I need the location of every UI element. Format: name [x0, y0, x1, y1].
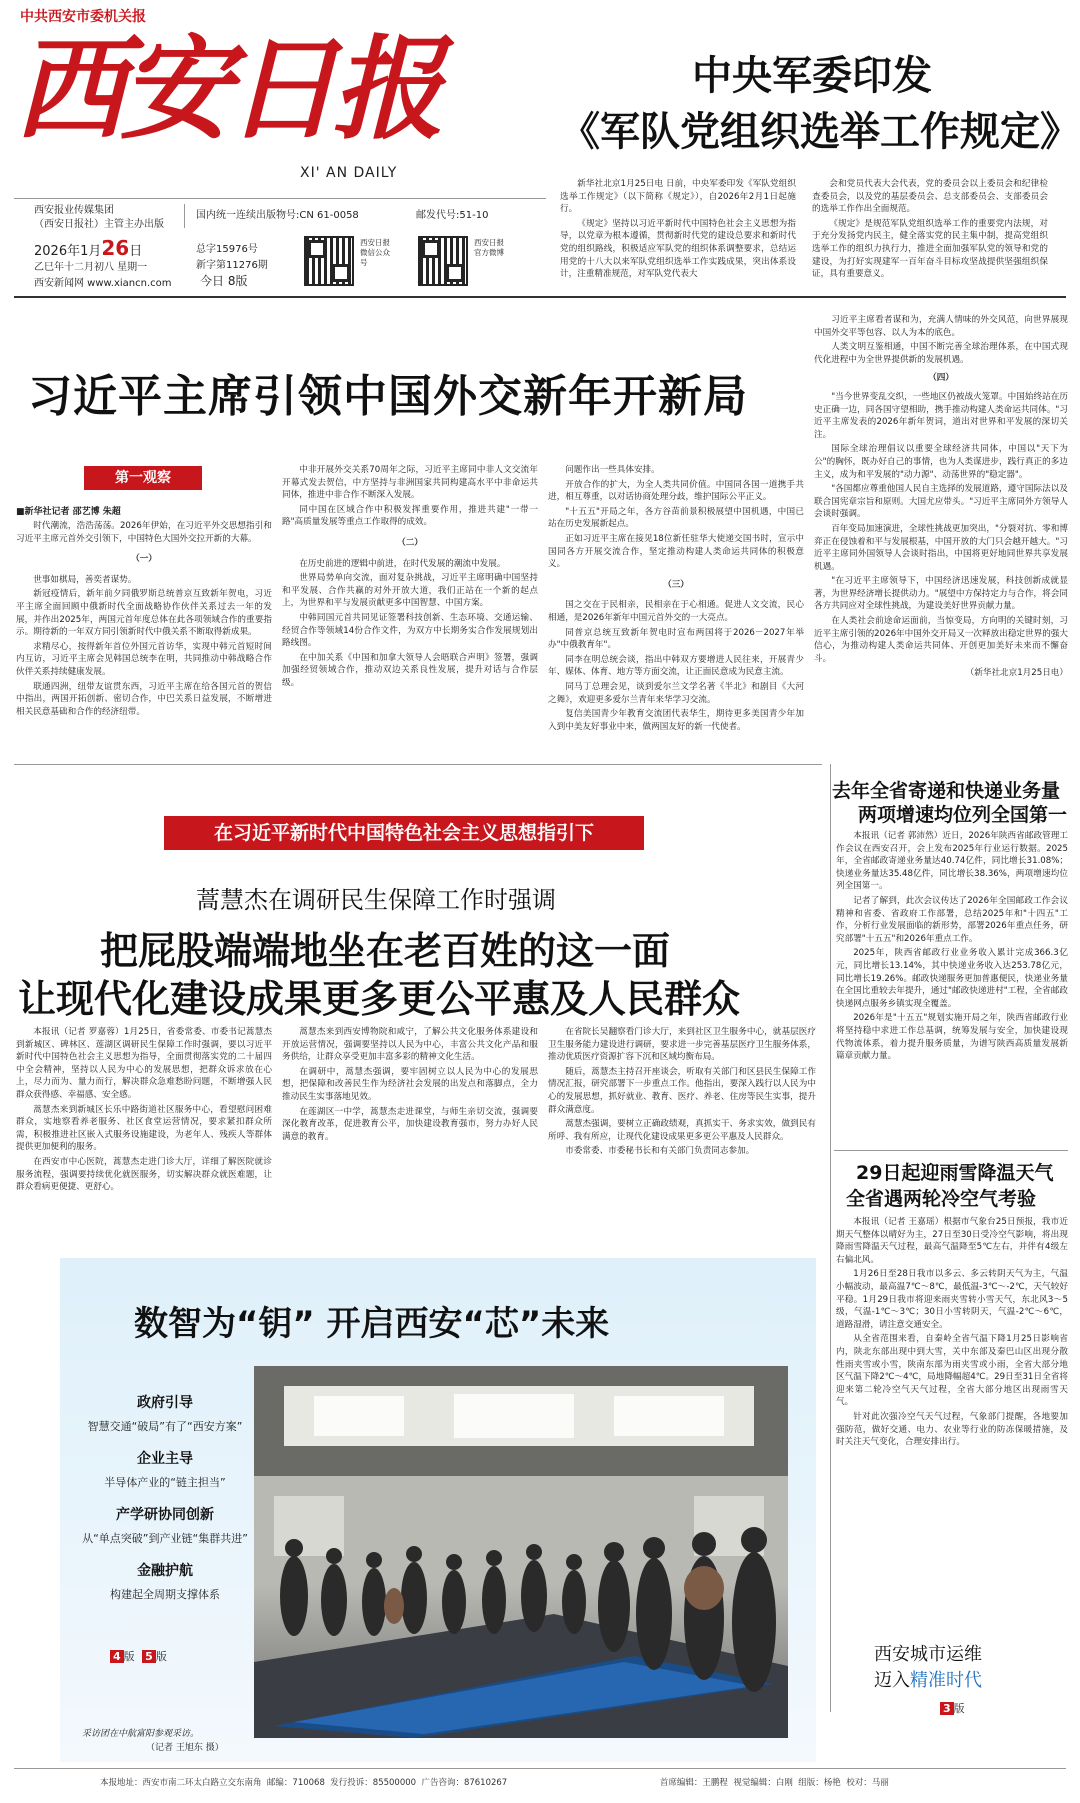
page-count: 今日 8版 [200, 274, 248, 288]
feature-page-ref[interactable]: 4 版 5 版 [110, 1648, 167, 1664]
photo-credit: （记者 王旭东 摄） [146, 1743, 224, 1753]
lead-byline: ■新华社记者 邵艺博 朱超 [16, 507, 121, 517]
second-kicker: 蒿慧杰在调研民生保障工作时强调 [196, 886, 556, 914]
lead-col3: 问题作出一些具体安排。 开放合作的扩大，为全人类共同价值。中国同各国一道携手共进，相互尊重，以对话协商处理分歧，维护国际公平正义。 "十五五"开局之年，各方谷苗前景积极展望中国机遇，中国已站在历史发展新起点。 正如习近平主席在接见18位新任驻华大使递交国书时，宣示中国同各方开展交流合作，坚定推动构建人类命运共同体的积极意义。 （三） 国之交在于民相亲，民相亲在于心相通。促进人文交流，民心相通，是2026年新年中国元首外交的一大亮点。 同普京总统互致新年贺电时宣布两国将于2026－2027年举办"中俄教育年"。 同李在明总统会谈，指出中韩双方要增进人民往来，开展青少年、媒体、体育、地方等方面交流，让正面民意成为民意主流。 同马丁总理会见，谈到爱尔兰文学名著《半北》和剧目《大河之舞》，欢迎更多爱尔兰青年来华学习交流。 复信美国青少年教育交流团代表华生，期待更多美国青少年加入到中美友好事业中来，做两国友好的新一代使者。 [548, 465, 804, 732]
lunar-date: 乙巳年十二月初八 星期一 [34, 262, 148, 273]
right2-body: 本报讯（记者 王嘉瑶）根据市气象台25日预报，我市近期天气整体以晴好为主，27日至30日受冷空气影响，将出现降雨雪降温天气过程，最高气温降至5℃左右，并伴有4级左右偏北风。 1月26日至28日我市以多云、多云转阴天气为主，气温小幅波动，最高温7℃～8℃，最低温-3℃～-2℃，天气较好平稳。1月29日我市将迎来雨夹雪转小雪天气，东北风3～5级，气温-1℃～3℃；30日小雪转阴天，气温-2℃～6℃，道路湿滑，请注意交通安全。 从全省范围来看，自秦岭全省气温下降1月25日影响省内，陕北东部出现中到大雪，关中东部及秦巴山区出现分散性雨夹雪或小雪，陕南东部为雨夹雪或小雨，全省大部分地区气温下降2℃～4℃，局地降幅超4℃。29日至31日全省将迎来第二轮冷空气天气过程，全省大部分地区出现雨雪天气。 针对此次强冷空气天气过程，气象部门提醒，各地要加强防范，做好交通、电力、农业等行业的防冻保暖措施，及时关注天气变化，合理安排出行。 [836, 1217, 1068, 1448]
military-headline-2: 《军队党组织选举工作规定》 [560, 109, 1080, 155]
military-article-col1: 新华社北京1月25日电 日前，中央军委印发《军队党组织选举工作规定》（以下简称《规定》），自2026年2月1日起施行。 《规定》坚持以习近平新时代中国特色社会主义思想为指导，以党章为根本遵循，贯彻新时代党的建设总要求和新时代党的组织路线，积极适应军队党的组织体系调整要求，总结运用党的十八大以来军队党组织选举工作实践成果，突出体系设计，注重精准规范，对军队党代表大 [560, 179, 796, 280]
issue-date: 2026年1月26日 [34, 236, 143, 260]
right2-headline-2: 全省遇两轮冷空气考验 [846, 1188, 1037, 1210]
wechat-qr-code[interactable] [304, 236, 354, 286]
issue-new: 新字第11276期 [196, 260, 268, 271]
second-col1: 本报讯（记者 罗嘉蓉）1月25日，省委常委、市委书记蒿慧杰到新城区、碑林区、莲湖区调研民生保障工作时强调，要以习近平新时代中国特色社会主义思想为指导，全面贯彻落实党的二十届四中全会精神，坚持以人民为中心的发展思想，把群众诉求放在心上，尽力而为、量力而行，解决群众急难愁盼问题，不断增强人民群众获得感、幸福感、安全感。 蒿慧杰来到新城区长乐中路街道社区服务中心，看望慰问困难群众，实地察看养老服务、社区食堂运营情况，要求紧扣群众所需，积极推进社区嵌入式服务设施建设，为老年人、残疾人等群体提供更加便利的服务。 在西安市中心医院，蒿慧杰走进门诊大厅，详细了解医院就诊服务流程，强调要持续优化就医服务，切实解决群众就医难题，让群众看病更便捷、更舒心。 [16, 1027, 272, 1193]
lead-col1: 时代潮流，浩浩荡荡。2026年伊始，在习近平外交思想指引和习近平主席元首外交引领下，中国特色大国外交拉开新的大幕。 （一） 世事如棋局，善奕者谋势。 新冠疫情后，新年前夕同俄罗斯总统普京互致新年贺电，习近平主席全面回顾中俄新时代全面战略协作伙伴关系过去一年的发展，并作出2025年，两国元首年度总体在此各项领域合作的重要指示。期待新的一年双方同引领新时代中俄关系不断取得新成果。 求精尽心，按得新年首位外国元首访华，实现中韩元首短时间内互访，习近平主席会见韩国总统李在明，共同推动中韩战略合作伙伴关系持续健康发展。 联通四洲，纽带友谊贯东西，习近平主席在给各国元首的贺信中指出，两国开拓创新、密切合作，中巴关系日益发展，不断增进相关民意基础和合作的经济纽带。 [16, 521, 272, 717]
second-headline-2: 让现代化建设成果更多更公平惠及人民群众 [18, 977, 741, 1021]
lead-col4: 习近平主席看者谋和为，充满人情味的外交风范，向世界展现中国外交平等包容、以人为本的底色。 人类文明互鉴相通，中国不断完善全球治理体系，在中国式现代化进程中为全世界提供新的发展机遇。 （四） "当今世界变乱交织，一些地区仍被战火笼罩。中国始终站在历史正确一边，同各国守望相助，携手推动构建人类命运共同体。"习近平主席发表的2026年新年贺词，道出对世界和平发展的深切关注。 国际全球治理倡议以重要全球经济共同体，中国以"天下为公"的胸怀，既办好自己的事情，也为人类谋进步，践行真正的多边主义，成为和平发展的"动力源"、动荡世界的"稳定器"。 "各国都应尊重他国人民自主选择的发展道路，遵守国际法以及联合国宪章宗旨和原则。大国尤应带头。"习近平主席同外方领导人会谈时强调。 百年变局加速演进，全球性挑战更加突出，"分裂对抗、零和博弈正在侵蚀着和平与发展根基，中国开放的大门只会越开越大。"习近平主席同外国领导人会谈时指出，中国将更好地同世界共享发展机遇。 "在习近平主席领导下，中国经济迅速发展，科技创新成就显著，为世界经济增长提供动力。"展望中方保持定力与合作，将会同各方共同应对全球性挑战，为建设美好世界贡献力量。 在人类社会前途命运面前，当惊变局，方向明的关键时刻，习近平主席引领的2026年中国外交开局又一次释放出稳定世界的强大信心，为推动构建人类命运共同体、开创更加美好未来而不懈奋斗。 （新华社北京1月25日电） [814, 315, 1068, 679]
publisher: 西安报业传媒集团 （西安日报社）主管主办出版 [34, 205, 164, 230]
teaser-line2: 迈入精准时代 [874, 1670, 982, 1691]
right1-headline-2: 两项增速均位列全国第一 [858, 804, 1068, 826]
lead-col2: 中非开展外交关系70周年之际，习近平主席同中非人文交流年开幕式发去贺信，中方坚持与非洲国家共同构建高水平中非命运共同体，推进中非合作不断深入发展。 同中国在区域合作中积极发挥重要作用，推进共建"一带一路"高质量发展等重点工作取得的成效。 （二） 在历史前进的逻辑中前进，在时代发展的潮流中发展。 世界局势单向交流，面对复杂挑战，习近平主席明确中国坚持和平发展、合作共赢的对外开放大道，我们正站在一个新的起点上，为世界和平与发展贡献更多中国智慧、中国方案。 中韩同国元首共同见证签署科技创新、生态环境、交通运输、经贸合作等领域14份合作文件，为双方中长期务实合作发展规划出路线图。 在中加关系《中国和加拿大领导人会晤联合声明》签署，强调加强经贸领域合作，推动双边关系良性发展，提升对话与合作层级。 [282, 465, 538, 688]
issn: 国内统一连续出版物号:CN 61-0058 [196, 210, 359, 221]
teaser-line1: 西安城市运维 [874, 1644, 982, 1665]
party-label: 中共西安市委机关报 [20, 9, 146, 25]
right1-body: 本报讯（记者 郭沛然）近日，2026年陕西省邮政管理工作会议在西安召开，会上发布2025年行业运行数据。2025年，全省邮政寄递业务量达40.74亿件，同比增长31.08%；快递业务量达35.48亿件，同比增长38.36%，两项增速均位列全国第一。 记者了解到，此次会议传达了2026年全国邮政工作会议精神和省委、省政府工作部署，总结2025年和"十四五"工作，分析行业发展面临的新形势，部署2026年重点任务，研究部署"十五五"和2026年重点工作。 2025年，陕西省邮政行业业务收入累计完成366.3亿元，同比增长13.14%，其中快递业务收入达253.78亿元，同比增长19.26%。邮政快递服务更加普惠便民，快递业务量在全国比重较去年提升，通过"邮政快递进村"工程，全省邮政快递网点服务乡镇实现全覆盖。 2026年是"十五五"规划实施开局之年，陕西省邮政行业将坚持稳中求进工作总基调，统筹发展与安全，加快建设现代物流体系，着力提升服务质量，为谱写陕西高质量发展新篇章贡献力量。 [836, 831, 1068, 1062]
weibo-qr-code[interactable] [418, 236, 468, 286]
weibo-qr-label: 西安日报官方微博 [474, 238, 504, 257]
second-col3: 在省院长吴翻察看门诊大厅，来到社区卫生服务中心，就基层医疗卫生服务能力建设进行调研，要求进一步完善基层医疗卫生服务体系，推动优质医疗资源扩容下沉和区域均衡布局。 随后，蒿慧杰主持召开座谈会，听取有关部门和区县民生保障工作情况汇报，研究部署下一步重点工作。他指出，要深入践行以人民为中心的发展思想，抓好就业、教育、医疗、养老、住房等民生实事，提升群众满意度。 蒿慧杰强调，要树立正确政绩观，真抓实干、务求实效，做到民有所呼、我有所应，让现代化建设成果更多更公平惠及人民群众。 市委常委、市委秘书长和有关部门负责同志参加。 [548, 1027, 816, 1157]
lead-headline: 习近平主席引领中国外交新年开新局 [28, 371, 748, 422]
military-article-col2: 会和党员代表大会代表，党的委员会以上委员会和纪律检查委员会，以及党的基层委员会、总支部委员会、支部委员会的选举工作作出全面规范。 《规定》是规范军队党组织选举工作的重要党内法规，对于充分发扬党内民主，健全落实党的民主集中制，提高党组织选举工作的组织力执行力，推进全面加强军队党的领导和党的建设，为打好实现建军一百年奋斗目标攻坚战提供坚强组织保证，具有重要意义。 [812, 179, 1048, 280]
right1-headline-1: 去年全省寄递和快递业务量 [832, 780, 1061, 802]
second-col2: 蒿慧杰来到西安博物院和咸宁，了解公共文化服务体系建设和开放运营情况，强调要坚持以人民为中心，丰富公共文化产品和服务供给，让群众享受更加丰富多彩的精神文化生活。 在调研中，蒿慧杰强调，要牢固树立以人民为中心的发展思想，把保障和改善民生作为经济社会发展的出发点和落脚点，全力推动民生实事落地见效。 在莲湖区一中学，蒿慧杰走进课堂，与师生亲切交流，强调要深化教育改革，促进教育公平，加快建设教育强市，努力办好人民满意的教育。 [282, 1027, 538, 1142]
second-headline-1: 把屁股端端地坐在老百姓的这一面 [100, 929, 671, 973]
military-headline-1: 中央军委印发 [692, 53, 932, 99]
footer: 本报地址：西安市南二环太白路立交东南角 邮编：710068 发行投诉：85500000 广告咨询：87610267 首席编辑：王鹏程 视觉编辑：白刚 组版：杨艳 校对：马丽 [100, 1778, 889, 1788]
right2-headline-1: 29日起迎雨雪降温天气 [856, 1162, 1054, 1184]
postal-code: 邮发代号:51-10 [416, 210, 489, 221]
wechat-qr-label: 西安日报微信公众号 [360, 238, 390, 267]
issue-total: 总字15976号 [196, 244, 258, 255]
feature-photo [254, 1366, 788, 1738]
masthead-logo: 西安日报 [14, 24, 438, 155]
feature-title: 数智为“钥” 开启西安“芯”未来 [134, 1304, 610, 1344]
website[interactable]: 西安新闻网 www.xiancn.com [34, 278, 172, 289]
feature-subheads: 政府引导 智慧交通“破局”有了“西安方案” 企业主导 半导体产业的“链主担当” 产学研协同创新 从“单点突破”到产业链“集群共进” 金融护航 构建起全周期支撑体系 [82, 1395, 248, 1601]
photo-caption: 采访团在中航富阳参观采访。 [82, 1729, 200, 1739]
theme-banner: 在习近平新时代中国特色社会主义思想指引下 [164, 816, 644, 850]
first-observation-label: 第一观察 [84, 466, 202, 490]
masthead-english: XI' AN DAILY [300, 165, 398, 181]
teaser-page-ref[interactable]: 3 版 [940, 1700, 965, 1716]
